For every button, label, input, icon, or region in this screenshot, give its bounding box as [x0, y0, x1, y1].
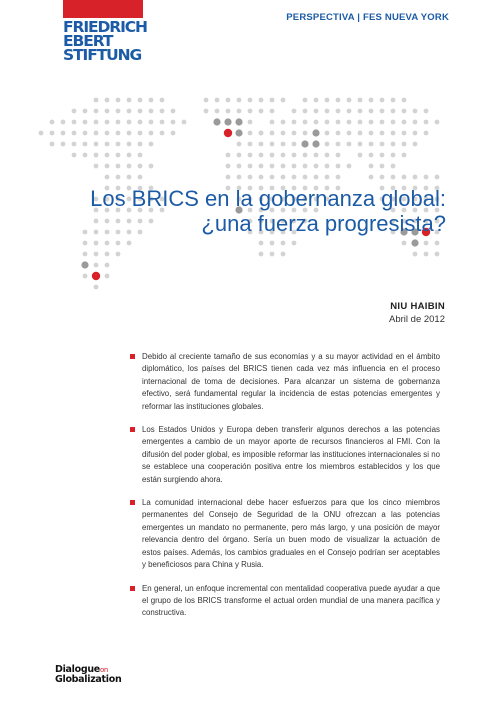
map-dot [215, 109, 220, 114]
map-dot [358, 142, 363, 147]
map-dot [347, 164, 352, 169]
logo-line-1: FRIEDRICH [63, 18, 147, 36]
map-dot [380, 153, 385, 158]
map-dot [391, 98, 396, 103]
map-dot [248, 175, 253, 180]
map-dot [171, 131, 176, 136]
map-dot [94, 241, 99, 246]
map-dot [237, 109, 242, 114]
map-dot [336, 120, 341, 125]
map-dot [292, 241, 297, 246]
map-dot [116, 241, 121, 246]
map-dot [127, 175, 132, 180]
map-dot [138, 109, 143, 114]
map-dot [259, 98, 264, 103]
map-dot [303, 153, 308, 158]
map-dot [83, 153, 88, 158]
map-dot [105, 120, 110, 125]
map-dot [259, 153, 264, 158]
map-dot [138, 131, 143, 136]
map-dot [83, 120, 88, 125]
map-dot [270, 153, 275, 158]
map-dot [105, 131, 110, 136]
map-dot [224, 118, 231, 125]
map-dot [292, 109, 297, 114]
map-dot [281, 120, 286, 125]
map-dot [237, 153, 242, 158]
map-dot [369, 175, 374, 180]
map-dot [402, 142, 407, 147]
map-dot [248, 142, 253, 147]
map-dot [259, 175, 264, 180]
bullet-square-icon [130, 500, 135, 505]
map-dot [391, 142, 396, 147]
map-dot [281, 142, 286, 147]
map-dot [105, 241, 110, 246]
map-dot [369, 109, 374, 114]
map-dot [391, 153, 396, 158]
map-dot [127, 142, 132, 147]
map-dot [116, 142, 121, 147]
map-dot [424, 131, 429, 136]
map-dot [369, 153, 374, 158]
summary-text: En general, un enfoque incremental con mentalidad cooperativa puede ayudar a que el grupo de los BRICS transforme el actual orden mundial de una manera pacífica y constructiva. [142, 583, 440, 618]
map-dot [182, 120, 187, 125]
map-dot [248, 120, 253, 125]
map-dot [259, 131, 264, 136]
map-dot [105, 98, 110, 103]
map-dot [380, 98, 385, 103]
map-dot [314, 120, 319, 125]
map-dot [138, 175, 143, 180]
map-dot [281, 131, 286, 136]
map-dot [281, 252, 286, 257]
map-dot [402, 241, 407, 246]
map-dot [105, 252, 110, 257]
map-dot [94, 285, 99, 290]
map-dot [281, 98, 286, 103]
map-dot [105, 164, 110, 169]
map-dot [94, 263, 99, 268]
map-dot [402, 131, 407, 136]
map-dot [347, 142, 352, 147]
map-dot [336, 164, 341, 169]
map-dot [237, 98, 242, 103]
map-dot [358, 109, 363, 114]
bullet-square-icon [130, 354, 135, 359]
map-dot [325, 131, 330, 136]
map-dot [61, 120, 66, 125]
map-dot [303, 131, 308, 136]
map-dot [347, 98, 352, 103]
map-dot [50, 142, 55, 147]
map-dot [204, 98, 209, 103]
map-dot [270, 241, 275, 246]
map-dot [116, 164, 121, 169]
map-dot [171, 109, 176, 114]
map-dot [292, 175, 297, 180]
map-dot [171, 120, 176, 125]
logo-line-3: STIFTUNG [63, 46, 142, 64]
map-dot [149, 131, 154, 136]
map-dot [413, 131, 418, 136]
map-dot [248, 98, 253, 103]
map-dot [39, 131, 44, 136]
map-dot [160, 109, 165, 114]
map-dot [270, 164, 275, 169]
map-dot [149, 164, 154, 169]
map-dot [83, 131, 88, 136]
map-dot [347, 120, 352, 125]
map-dot [424, 252, 429, 257]
map-dot [402, 120, 407, 125]
map-dot [94, 164, 99, 169]
map-dot [270, 109, 275, 114]
summary-text: Debido al creciente tamaño de sus economías y a su mayor actividad en el ámbito diplomático, los países del BRICS tienen cada vez más influencia en el proceso internacional de toma de decisiones. Para alcanzar un sistema de gobernanza efectivo, será fundamental regular la incidencia de estas potencias emergentes y reformar las instituciones globales. [142, 352, 440, 411]
map-dot [369, 142, 374, 147]
map-dot [149, 142, 154, 147]
map-dot [325, 153, 330, 158]
map-dot [325, 120, 330, 125]
map-dot [72, 142, 77, 147]
map-dot [127, 98, 132, 103]
map-dot [127, 241, 132, 246]
map-dot [347, 109, 352, 114]
map-dot [237, 164, 242, 169]
map-dot [336, 109, 341, 114]
map-dot [391, 120, 396, 125]
map-dot [116, 98, 121, 103]
map-dot [72, 131, 77, 136]
map-dot [94, 252, 99, 257]
map-dot [325, 142, 330, 147]
map-dot [160, 98, 165, 103]
map-dot [224, 129, 232, 137]
map-dot [226, 164, 231, 169]
map-dot [380, 164, 385, 169]
map-dot [391, 175, 396, 180]
map-dot [314, 164, 319, 169]
map-dot [325, 164, 330, 169]
map-dot [292, 164, 297, 169]
map-dot [413, 252, 418, 257]
summary-text: Los Estados Unidos y Europa deben transferir algunos derechos a las potencias emergentes a cambio de un mayor aporte de recursos financieros al FMI. Con la difusión del poder global, es imposible reformar las instituciones internacionales si no se establece una cooperación positiva entre los miembros establecidos y los que están surgiendo ahora. [142, 425, 440, 484]
summary-item [130, 351, 440, 413]
title-line-2: ¿una fuerza progresista? [201, 211, 446, 236]
map-dot [226, 98, 231, 103]
map-dot [413, 120, 418, 125]
map-dot [435, 175, 440, 180]
map-dot [303, 98, 308, 103]
map-dot [215, 98, 220, 103]
map-dot [380, 131, 385, 136]
map-dot [94, 109, 99, 114]
map-dot [424, 175, 429, 180]
summary-list [130, 351, 440, 631]
map-dot [292, 153, 297, 158]
summary-item [130, 497, 440, 571]
map-dot [358, 120, 363, 125]
map-dot [347, 131, 352, 136]
map-dot [72, 120, 77, 125]
map-dot [138, 164, 143, 169]
map-dot [235, 118, 242, 125]
map-dot [325, 109, 330, 114]
map-dot [292, 142, 297, 147]
map-dot [402, 109, 407, 114]
map-dot [281, 175, 286, 180]
map-dot [83, 241, 88, 246]
map-dot [411, 239, 418, 246]
map-dot [270, 131, 275, 136]
map-dot [424, 241, 429, 246]
map-dot [369, 98, 374, 103]
map-dot [248, 109, 253, 114]
map-dot [149, 109, 154, 114]
map-dot [413, 175, 418, 180]
map-dot [303, 175, 308, 180]
map-dot [380, 142, 385, 147]
map-dot [325, 175, 330, 180]
map-dot [94, 98, 99, 103]
map-dot [270, 142, 275, 147]
map-dot [105, 109, 110, 114]
map-dot [94, 120, 99, 125]
map-dot [248, 164, 253, 169]
map-dot [204, 109, 209, 114]
map-dot [105, 153, 110, 158]
map-dot [413, 109, 418, 114]
map-dot [92, 272, 100, 280]
map-dot [292, 131, 297, 136]
map-dot [138, 153, 143, 158]
world-dot-map [0, 0, 504, 330]
map-dot [369, 131, 374, 136]
summary-item [130, 424, 440, 486]
bullet-square-icon [130, 427, 135, 432]
map-dot [81, 261, 88, 268]
map-dot [391, 164, 396, 169]
publication-date: Abril de 2012 [389, 314, 445, 325]
map-dot [83, 142, 88, 147]
map-dot [226, 153, 231, 158]
map-dot [336, 142, 341, 147]
map-dot [116, 252, 121, 257]
map-dot [72, 109, 77, 114]
bullet-square-icon [130, 586, 135, 591]
summary-text: La comunidad internacional debe hacer esfuerzos para que los cinco miembros permanentes del Consejo de Seguridad de la ONU ofrezcan a las potencias emergentes un mandato no permanente, pero más largo, y una posición de mayor relevancia dentro del órgano. Sería un buen modo de visualizar la actuación de estos países. Además, los cambios graduales en el Consejo podrían ser aceptables y beneficiosos para China y Rusia. [142, 498, 440, 570]
page-title [90, 186, 446, 236]
map-dot [270, 252, 275, 257]
summary-item [130, 583, 440, 620]
map-dot [402, 175, 407, 180]
map-dot [435, 120, 440, 125]
map-dot [116, 153, 121, 158]
map-dot [358, 98, 363, 103]
map-dot [402, 153, 407, 158]
map-dot [248, 153, 253, 158]
map-dot [303, 164, 308, 169]
map-dot [237, 142, 242, 147]
map-dot [138, 98, 143, 103]
map-dot [94, 142, 99, 147]
map-dot [94, 153, 99, 158]
map-dot [160, 120, 165, 125]
map-dot [105, 175, 110, 180]
map-dot [413, 142, 418, 147]
author-block [389, 301, 445, 325]
map-dot [281, 153, 286, 158]
map-dot [312, 129, 319, 136]
map-dot [127, 153, 132, 158]
map-dot [50, 131, 55, 136]
map-dot [259, 109, 264, 114]
footer-word-globalization: Globalization [55, 674, 122, 685]
map-dot [116, 175, 121, 180]
map-dot [314, 109, 319, 114]
map-dot [380, 120, 385, 125]
map-dot [380, 109, 385, 114]
map-dot [358, 131, 363, 136]
map-dot [303, 109, 308, 114]
title-line-1: Los BRICS en la gobernanza global: [90, 186, 446, 211]
map-dot [259, 241, 264, 246]
logo-line-2: EBERT [63, 32, 113, 50]
map-dot [369, 120, 374, 125]
author-name: NIU HAIBIN [390, 301, 445, 312]
map-dot [160, 131, 165, 136]
map-dot [301, 140, 308, 147]
footer-word-on: on [99, 666, 109, 674]
map-dot [226, 175, 231, 180]
map-dot [61, 142, 66, 147]
map-dot [314, 153, 319, 158]
map-dot [149, 120, 154, 125]
map-dot [138, 142, 143, 147]
map-dot [325, 98, 330, 103]
map-dot [72, 153, 77, 158]
map-dot [138, 120, 143, 125]
map-dot [149, 98, 154, 103]
map-dot [83, 109, 88, 114]
map-dot [312, 140, 319, 147]
map-dot [270, 98, 275, 103]
map-dot [127, 164, 132, 169]
map-dot [270, 175, 275, 180]
map-dot [281, 241, 286, 246]
footer-word-dialogue: Dialogue [55, 664, 100, 675]
map-dot [259, 164, 264, 169]
map-dot [259, 142, 264, 147]
map-dot [127, 109, 132, 114]
map-dot [391, 131, 396, 136]
map-dot [270, 120, 275, 125]
map-dot [435, 252, 440, 257]
map-dot [424, 109, 429, 114]
map-dot [94, 131, 99, 136]
map-dot [61, 131, 66, 136]
map-dot [336, 175, 341, 180]
map-dot [50, 120, 55, 125]
map-dot [314, 98, 319, 103]
map-dot [116, 109, 121, 114]
map-dot [83, 252, 88, 257]
map-dot [83, 274, 88, 279]
map-dot [358, 153, 363, 158]
map-dot [259, 252, 264, 257]
map-dot [105, 263, 110, 268]
map-dot [116, 131, 121, 136]
map-dot [248, 131, 253, 136]
map-dot [292, 120, 297, 125]
map-dot [127, 131, 132, 136]
map-dot [435, 241, 440, 246]
map-dot [105, 274, 110, 279]
map-dot [424, 120, 429, 125]
map-dot [391, 109, 396, 114]
map-dot [127, 120, 132, 125]
map-dot [369, 164, 374, 169]
map-dot [336, 153, 341, 158]
dialogue-on-globalization-logo [55, 665, 121, 685]
map-dot [281, 164, 286, 169]
map-dot [237, 175, 242, 180]
map-dot [226, 109, 231, 114]
map-dot [303, 120, 308, 125]
map-dot [213, 118, 220, 125]
map-dot [336, 98, 341, 103]
map-dot [83, 230, 88, 235]
map-dot [380, 175, 385, 180]
map-dot [402, 98, 407, 103]
map-dot [314, 175, 319, 180]
map-dot [105, 142, 110, 147]
series-label: PERSPECTIVA | FES NUEVA YORK [286, 12, 449, 23]
map-dot [336, 131, 341, 136]
map-dot [116, 120, 121, 125]
map-dot [235, 129, 242, 136]
